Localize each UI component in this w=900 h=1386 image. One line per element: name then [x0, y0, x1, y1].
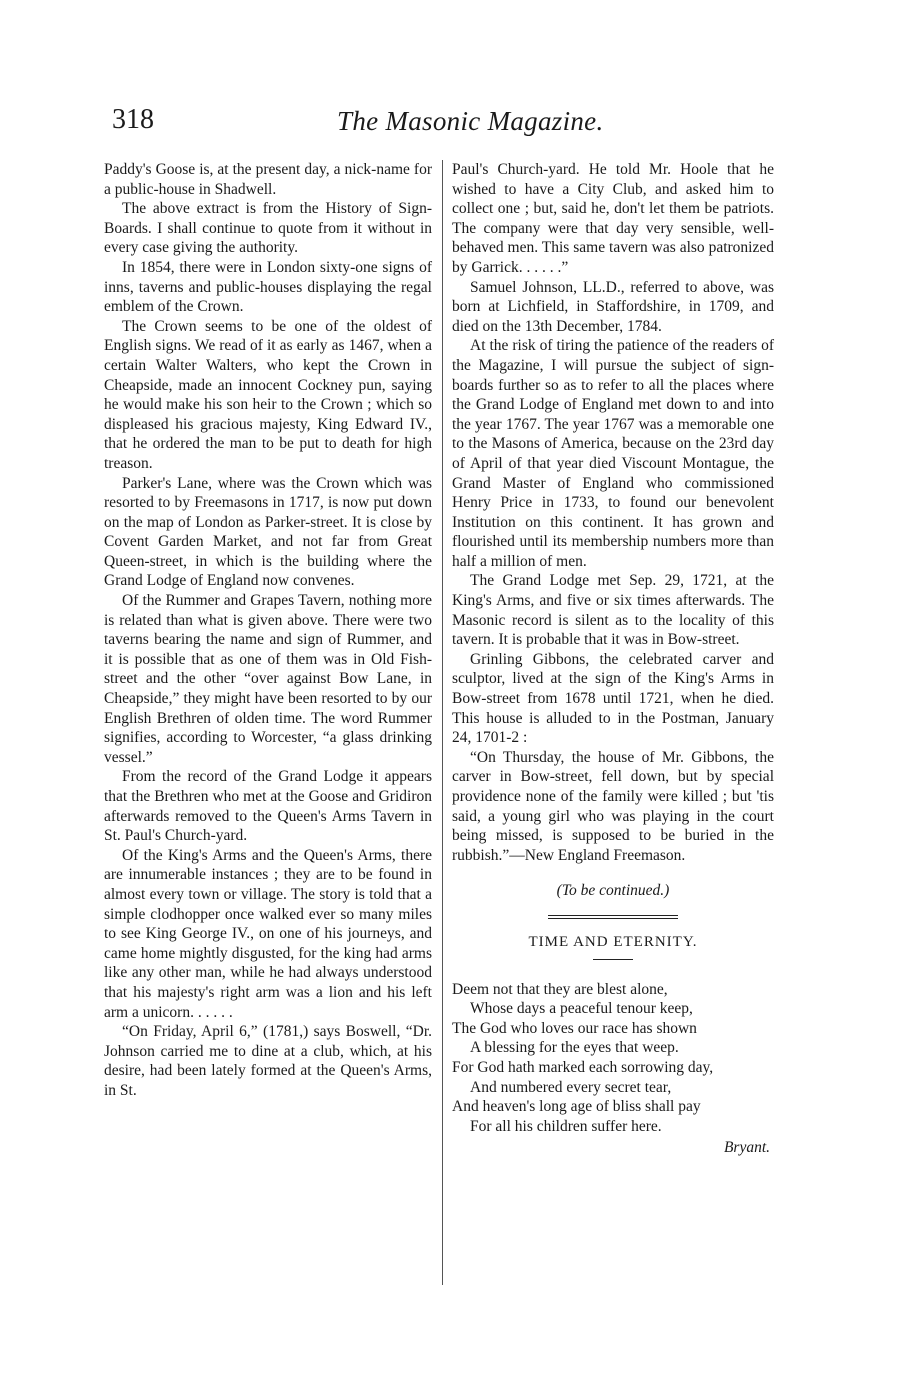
paragraph: From the record of the Grand Lodge it appears that the Brethren who met at the Goose and Gridiron afterwards removed to the Queen's Arms Tavern in St. Paul's Church-yard.: [104, 768, 432, 845]
paragraph: The above extract is from the History of Sign-Boards. I shall continue to quote from it without in every case giving the authority.: [104, 200, 432, 257]
paragraph: The Grand Lodge met Sep. 29, 1721, at the King's Arms, and five or six times afterwards. The Masonic record is silent as to the locality of this tavern. It is probable that it was in Bow-street.: [452, 572, 774, 649]
paragraph: Of the Rummer and Grapes Tavern, nothing more is related than what is given above. There were two taverns bearing the name and sign of Rummer, and it is possible that as one of them was in Old Fish-street and the other “over against Bow Lane, in Cheapside,” they might have been resorted to by our English Brethren of olden time. The word Rummer signifies, according to Worcester, “a glass drinking vessel.”: [104, 592, 432, 766]
poem-line: A blessing for the eyes that weep.: [470, 1039, 679, 1057]
paragraph: “On Thursday, the house of Mr. Gibbons, the carver in Bow-street, fell down, but by special providence none of the family were killed ; but 'tis said, a young girl who was playing in the court being missed, is supposed to be buried in the rubbish.”—New England Freemason.: [452, 748, 774, 864]
poem-line: And heaven's long age of bliss shall pay: [452, 1098, 701, 1116]
running-title: The Masonic Magazine.: [337, 106, 604, 136]
paragraph: Paul's Church-yard. He told Mr. Hoole that he wished to have a City Club, and asked him to collect one ; but, said he, don't let them be patriots. The company were that day very sensible, well-behaved men. This same tavern was also patronized by Garrick. . . . . .”: [452, 161, 774, 276]
section-divider: [548, 915, 678, 919]
paragraph: Samuel Johnson, LL.D., referred to above, was born at Lichfield, in Staffordshire, in 1709, and died on the 13th December, 1784.: [452, 278, 774, 335]
paragraph: Paddy's Goose is, at the present day, a nick-name for a public-house in Shadwell.: [104, 161, 432, 198]
continued-note: (To be continued.): [556, 882, 670, 900]
poem-line: Deem not that they are blest alone,: [452, 980, 668, 998]
page-number: 318: [112, 104, 154, 135]
title-rule: [593, 959, 633, 960]
right-column: [452, 160, 774, 1158]
left-column: [104, 160, 432, 1101]
paragraph: At the risk of tiring the patience of the readers of the Magazine, I will pursue the subject of sign-boards further so as to refer to all the places where the Grand Lodge of England met down to and into the year 1767. The year 1767 was a memorable one to the Masons of America, because on the 23rd day of April of that year died Viscount Montague, the Grand Master of England who commissioned Henry Price in 1733, to found our benevolent Institution on this continent. It has grown and flourished until its membership numbers more than half a million of men.: [452, 337, 774, 570]
paragraph: The Crown seems to be one of the oldest of English signs. We read of it as early as 1467, when a certain Walter Walters, who kept the Crown in Cheapside, made an innocent Cockney pun, saying he would make his son heir to the Crown ; which so displeased his gracious majesty, King Edward IV., that he ordered the man to be put to death for high treason.: [104, 317, 432, 472]
paragraph: Grinling Gibbons, the celebrated carver and sculptor, lived at the sign of the King's Arms in Bow-street from 1678 until 1721, when he died. This house is alluded to in the Postman, January 24, 1701-2 :: [452, 650, 774, 747]
paragraph: Of the King's Arms and the Queen's Arms, there are innumerable instances ; they are to be found in almost every town or village. The story is told that a simple clodhopper once walked ever so many miles to see King George IV., on one of his journeys, and came home mightly disgusted, for the king had arms like any other man, while he had always understood that his majesty's right arm was a lion and his left arm a unicorn. . . . . .: [104, 846, 432, 1021]
poem: [452, 980, 774, 1137]
paragraph: In 1854, there were in London sixty-one signs of inns, taverns and public-houses displaying the regal emblem of the Crown.: [104, 258, 432, 316]
poem-author: Bryant.: [723, 1139, 770, 1157]
poem-line: The God who loves our race has shown: [452, 1019, 697, 1037]
poem-line: For God hath marked each sorrowing day,: [452, 1058, 714, 1076]
paragraph: Parker's Lane, where was the Crown which was resorted to by Freemasons in 1717, is now put down on the map of London as Parker-street. It is close by Covent Garden Market, and not far from Great Queen-street, in which is the building where the Grand Lodge of England now convenes.: [104, 474, 432, 590]
paragraph: “On Friday, April 6,” (1781,) says Boswell, “Dr. Johnson carried me to dine at a club, which, at his desire, had been lately formed at the Queen's Arms, in St.: [104, 1023, 432, 1099]
poem-line: Whose days a peaceful tenour keep,: [470, 1000, 693, 1018]
page-header: [112, 104, 780, 144]
poem-line: And numbered every secret tear,: [470, 1078, 672, 1096]
column-divider: [442, 160, 443, 1285]
poem-title: TIME AND ETERNITY.: [528, 933, 698, 950]
poem-line: For all his children suffer here.: [470, 1117, 662, 1135]
